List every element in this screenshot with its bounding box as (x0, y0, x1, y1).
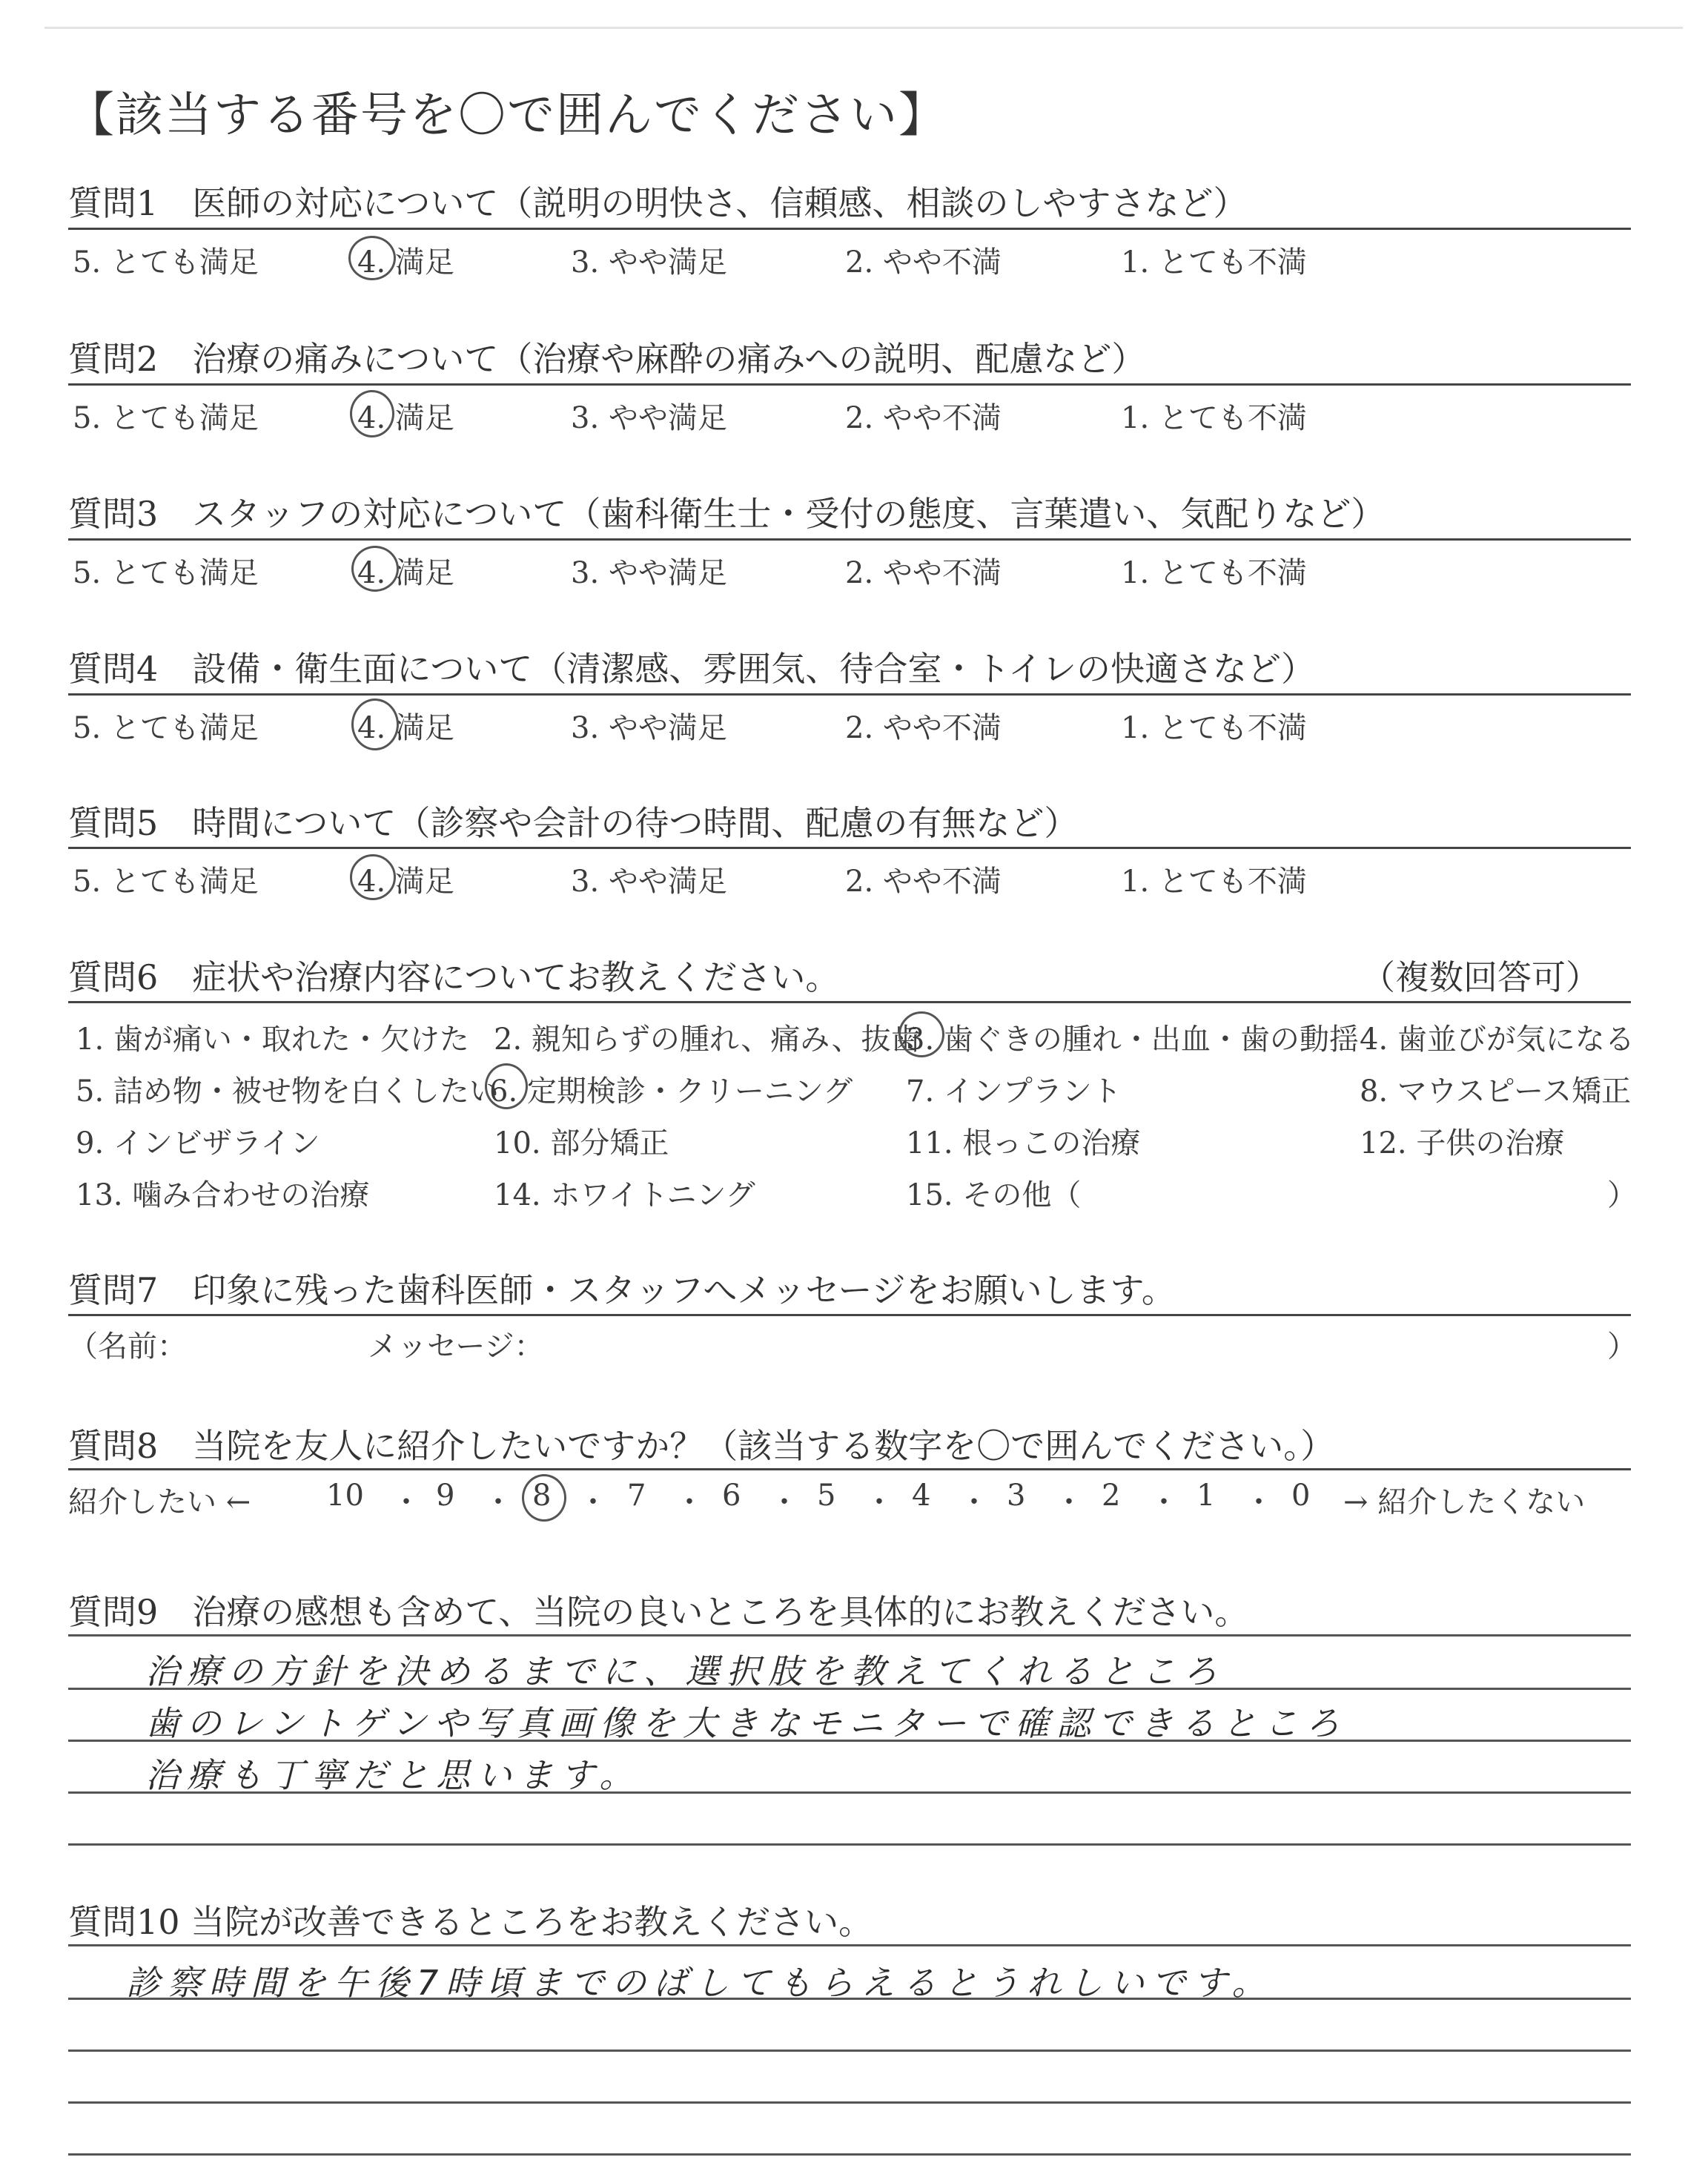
selection-circle (350, 390, 394, 437)
symptom-option-4[interactable]: 4. 歯並びが気になる (1360, 1023, 1635, 1057)
scale-number-5[interactable]: 5 (817, 1479, 836, 1513)
rating-option-3[interactable]: 3. やや満足 (571, 711, 727, 745)
rule-q4 (68, 693, 1631, 696)
scale-dot: ・ (864, 1485, 894, 1519)
answer-line (68, 2153, 1631, 2156)
question-3: 質問3 スタッフの対応について（歯科衛生士・受付の態度、言葉遣い、気配りなど） (68, 494, 1386, 534)
symptom-option-15[interactable]: 15. その他（ (906, 1178, 1082, 1212)
handwritten-answer-line-2: 歯のレントゲンや写真画像を大きなモニターで確認できるところ (145, 1703, 1348, 1743)
scale-number-10[interactable]: 10 (326, 1479, 364, 1513)
rating-option-2[interactable]: 2. やや不満 (845, 245, 1002, 280)
selection-circle (348, 236, 396, 280)
rating-option-1[interactable]: 1. とても不満 (1121, 711, 1307, 745)
rating-option-3[interactable]: 3. やや満足 (571, 865, 727, 899)
rating-option-5[interactable]: 5. とても満足 (73, 401, 259, 435)
question-10: 質問10 当院が改善できるところをお教えください。 (68, 1902, 873, 1942)
symptom-option-5[interactable]: 5. 詰め物・被せ物を白くしたい (76, 1074, 499, 1109)
handwritten-answer-line-3: 治療も丁寧だと思います。 (145, 1755, 641, 1795)
scale-right-label: → 紹介したくない (1343, 1485, 1586, 1519)
message-label: メッセージ： (368, 1330, 544, 1364)
rating-option-1[interactable]: 1. とても不満 (1121, 401, 1307, 435)
message-close-paren: ） (1607, 1330, 1637, 1364)
rule-q8 (68, 1468, 1631, 1470)
rating-option-5[interactable]: 5. とても満足 (73, 711, 259, 745)
scale-number-6[interactable]: 6 (722, 1479, 741, 1513)
rule-q6 (68, 1001, 1631, 1003)
symptom-option-11[interactable]: 11. 根っこの治療 (906, 1126, 1141, 1160)
rating-option-5[interactable]: 5. とても満足 (73, 245, 259, 280)
scale-number-4[interactable]: 4 (912, 1479, 931, 1513)
multiple-answers-note: （複数回答可） (1361, 957, 1600, 997)
selection-circle (350, 854, 396, 900)
handwritten-answer-line-1: 診察時間を午後7時頃までのばしてもらえるとうれしいです。 (126, 1963, 1274, 2003)
question-9: 質問9 治療の感想も含めて、当院の良いところを具体的にお教えください。 (68, 1592, 1249, 1632)
rating-option-1[interactable]: 1. とても不満 (1121, 245, 1307, 280)
question-4: 質問4 設備・衛生面について（清潔感、雰囲気、待合室・トイレの快適さなど） (68, 649, 1316, 689)
rating-option-3[interactable]: 3. やや満足 (571, 401, 727, 435)
rating-option-2[interactable]: 2. やや不満 (845, 865, 1002, 899)
symptom-option-14[interactable]: 14. ホワイトニング (494, 1178, 755, 1212)
rating-option-4[interactable]: 4. 満足 (357, 556, 454, 590)
question-8: 質問8 当院を友人に紹介したいですか？（該当する数字を〇で囲んでください。） (68, 1426, 1335, 1466)
scale-number-7[interactable]: 7 (627, 1479, 646, 1513)
selection-circle (351, 698, 399, 750)
selection-circle (522, 1474, 566, 1522)
rule-q3 (68, 538, 1631, 541)
question-2: 質問2 治療の痛みについて（治療や麻酔の痛みへの説明、配慮など） (68, 339, 1146, 379)
question-5: 質問5 時間について（診察や会計の待つ時間、配慮の有無など） (68, 803, 1079, 843)
scale-number-1[interactable]: 1 (1196, 1479, 1216, 1513)
rating-option-5[interactable]: 5. とても満足 (73, 865, 259, 899)
symptom-option-2[interactable]: 2. 親知らずの腫れ、痛み、抜歯 (494, 1023, 921, 1057)
rating-option-2[interactable]: 2. やや不満 (845, 401, 1002, 435)
rating-option-1[interactable]: 1. とても不満 (1121, 865, 1307, 899)
rating-option-5[interactable]: 5. とても満足 (73, 556, 259, 590)
scale-dot: ・ (675, 1485, 704, 1519)
scale-dot: ・ (959, 1485, 989, 1519)
question-7: 質問7 印象に残った歯科医師・スタッフへメッセージをお願いします。 (68, 1270, 1176, 1310)
answer-line (68, 1843, 1631, 1846)
handwritten-answer-line-1: 治療の方針を決めるまでに、選択肢を教えてくれるところ (145, 1651, 1225, 1691)
symptom-option-8[interactable]: 8. マウスピース矯正 (1360, 1074, 1632, 1109)
scale-dot: ・ (1149, 1485, 1179, 1519)
rating-option-2[interactable]: 2. やや不満 (845, 556, 1002, 590)
rule-q1 (68, 228, 1631, 230)
answer-line (68, 1634, 1631, 1636)
scale-dot: ・ (578, 1485, 608, 1519)
symptom-option-1[interactable]: 1. 歯が痛い・取れた・欠けた (76, 1023, 469, 1057)
rule-q2 (68, 383, 1631, 386)
answer-line (68, 1944, 1631, 1946)
scale-number-0[interactable]: 0 (1291, 1479, 1311, 1513)
scale-dot: ・ (1054, 1485, 1084, 1519)
rating-option-2[interactable]: 2. やや不満 (845, 711, 1002, 745)
rating-option-3[interactable]: 3. やや満足 (571, 245, 727, 280)
other-close-paren: ） (1607, 1178, 1637, 1212)
scale-number-2[interactable]: 2 (1102, 1479, 1121, 1513)
scale-dot: ・ (1244, 1485, 1274, 1519)
question-6: 質問6 症状や治療内容についてお教えください。 (68, 957, 840, 997)
rating-option-3[interactable]: 3. やや満足 (571, 556, 727, 590)
symptom-option-13[interactable]: 13. 噛み合わせの治療 (76, 1178, 370, 1212)
rating-option-1[interactable]: 1. とても不満 (1121, 556, 1307, 590)
page-title: 【該当する番号を〇で囲んでください】 (67, 88, 947, 143)
scan-edge (44, 27, 1683, 29)
symptom-option-7[interactable]: 7. インプラント (906, 1074, 1122, 1109)
answer-line (68, 2050, 1631, 2052)
scale-number-3[interactable]: 3 (1007, 1479, 1026, 1513)
scale-number-9[interactable]: 9 (436, 1479, 455, 1513)
symptom-option-12[interactable]: 12. 子供の治療 (1360, 1126, 1565, 1160)
scale-dot: ・ (391, 1485, 421, 1519)
symptom-option-3[interactable]: 3. 歯ぐきの腫れ・出血・歯の動揺 (906, 1023, 1359, 1057)
name-label: （名前： (68, 1330, 187, 1364)
answer-line (68, 2101, 1631, 2104)
scale-dot: ・ (483, 1485, 513, 1519)
symptom-option-6[interactable]: 6. 定期検診・クリーニング (489, 1074, 853, 1109)
rating-option-4[interactable]: 4. 満足 (357, 711, 454, 745)
rating-option-4[interactable]: 4. 満足 (357, 401, 454, 435)
rating-option-4[interactable]: 4. 満足 (357, 245, 454, 280)
selection-circle (351, 546, 399, 592)
symptom-option-10[interactable]: 10. 部分矯正 (494, 1126, 669, 1160)
symptom-option-9[interactable]: 9. インビザライン (76, 1126, 320, 1160)
scale-number-8[interactable]: 8 (532, 1479, 552, 1513)
selection-circle (485, 1063, 528, 1109)
rule-q5 (68, 847, 1631, 849)
selection-circle (898, 1011, 944, 1057)
rating-option-4[interactable]: 4. 満足 (357, 865, 454, 899)
scale-dot: ・ (769, 1485, 799, 1519)
scale-left-label: 紹介したい ← (68, 1485, 251, 1519)
question-1: 質問1 医師の対応について（説明の明快さ、信頼感、相談のしやすさなど） (68, 183, 1248, 223)
rule-q7 (68, 1314, 1631, 1316)
